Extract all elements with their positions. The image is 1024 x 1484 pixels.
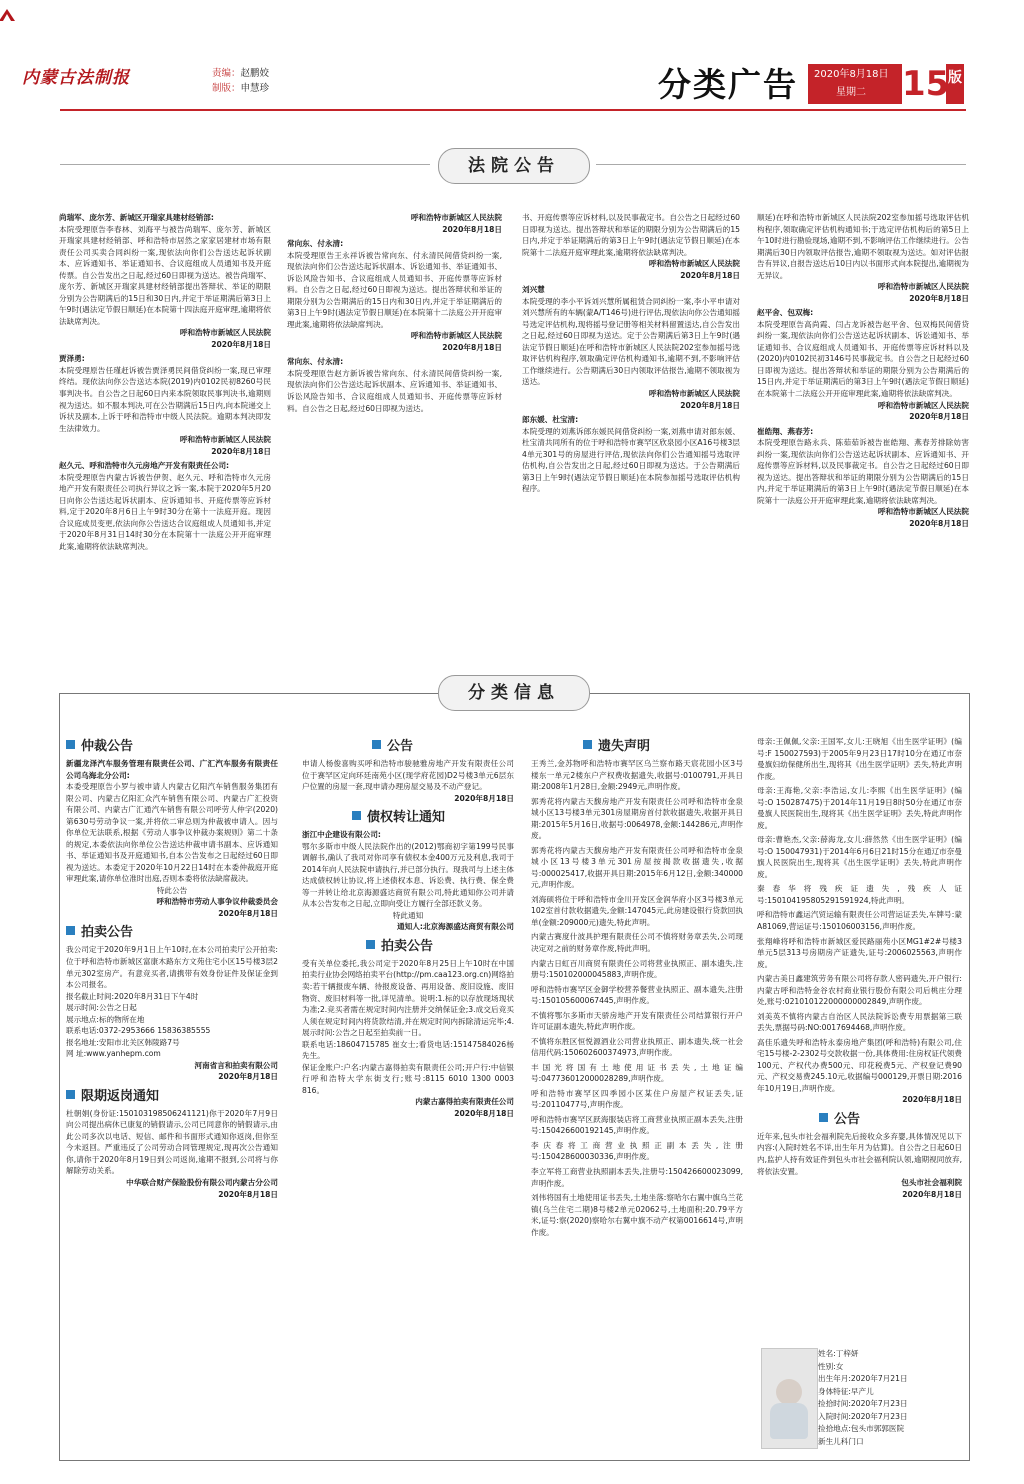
court-notice: 贾泽勇: 本院受理原告任瑾赶诉被告贾泽勇民间借贷纠纷一案,现已审理终结。现依法向你公告送达本院(2019)内0102民初8260号民事判决书。自公告之日起60日内来本院领取民事判决书,逾期则视为送达。如不服本判决,可在公告期满后15日内,向本院递交上诉状及副本,上诉于呼和浩特市中级人民法院。逾期本判决即发生法律效力。 呼和浩特市新城区人民法院 2020年8月18日 [59, 354, 271, 456]
lost-item: 李立军将工商营业执照副本丢失,注册号:150426600023099,声明作废。 [531, 1167, 743, 1188]
lost-item: 李庆春将工商营业执照正副本丢失,注册号:150428600030336,声明作废。 [531, 1140, 743, 1162]
court-notice: 赵平舍、包双梅: 本院受理原告高尚霞、闫占龙诉被告赵平舍、包双梅民间借贷纠纷一案,现依法向你们公告送达起诉状副本、诉讼通知书、举证通知书、合议庭组成人员通知书、开庭传票等应诉材料以及(2020)内0102民初3146号民事裁定书。自公告之日起经过60日即视为送达。提出答辩状和举证的期限分别为公告期满后的15日内,并定于举证期满后的第3日上午9时(遇法定节假日顺延)在本院第十二法庭公开开庭审理此案,逾期将依法缺席判决。 呼和浩特市新城区人民法院 2020年8月18日 [757, 308, 969, 422]
divider [596, 164, 966, 165]
date-box [808, 64, 964, 104]
header-rule [60, 109, 966, 111]
auction-heading-2: 拍卖公告 [302, 936, 514, 958]
court-column-4 [757, 212, 969, 532]
square-bullet-icon [372, 740, 381, 749]
infant-health: 身体特征:早产儿 [818, 1386, 874, 1396]
classified-column-2 [302, 736, 514, 1122]
page-title: 分类广告 [658, 65, 798, 104]
lost-item: 呼和浩特市赛罕区四季园小区某住户房屋产权证丢失,证号:20110477号,声明作废。 [531, 1088, 743, 1110]
court-notice: 顺延)在呼和浩特市新城区人民法院202室参加摇号选取评估机构程序,领取确定评估机构通知书;于选定评估机构后的第5日上午10时进行勘验现场,逾期不到,不影响评估工作继续进行。公告期满后30日内领取评估报告,逾期不领取视为送达。如对评估报告有异议,自报告送达后10日内以书面形式向本院提出,逾期视为无异议。 呼和浩特市新城区人民法院 2020年8月18日 [757, 213, 969, 303]
infant-sex: 性别:女 [818, 1361, 844, 1371]
square-bullet-icon [66, 926, 75, 935]
infant-name: 姓名:丁梓妍 [818, 1349, 859, 1358]
court-notice: 刘兴慧 本院受理的李小平诉刘兴慧所属租赁合同纠纷一案,李小平申请对刘兴慧所有的车辆(蒙A/T146号)进行评估,现依法向你公告通知摇号选定评估机构,现将摇号登记册等相关材料留置送达,自公告发出之日起,经过60日即视为送达。定于公告期满后第3日上午9时(遇法定节假日顺延)在呼和浩特市新城区人民法院202室参加摇号选取评估机构程序,领取确定评估机构通知书,逾期不到,不影响评估工作继续进行。公告期满后30日内领取评估报告,逾期不领取视为送达。 呼和浩特市新城区人民法院 2020年8月18日 [522, 285, 740, 410]
newspaper-logo-icon [0, 8, 16, 22]
lost-item: 丰国光将国有土地使用证书丢失,土地证编号:047736012000028289,声明作废。 [531, 1062, 743, 1084]
return-to-work-notice: 杜朝娟(身份证:150103198506241121)你于2020年7月9日向公司提出病休已康复的销假请示,公司已同意你的销假请示,由此公司多次以电话、短信、邮件和书面形式通知你返岗,但你至今未返回。严重违反了公司劳动合同管理规定,现再次公告通知你,请你于2020年8月19日到公司返岗,逾期不报到,公司将与你解除劳动关系。 中华联合财产保险股份有限公司内蒙古分公司 2020年8月18日 [66, 1108, 278, 1199]
welfare-heading: 公告 [757, 1109, 962, 1131]
infant-body-icon [770, 1403, 808, 1439]
page-header [0, 0, 1024, 115]
court-notice: 郎东媛、杜宝清: 本院受理的刘燕诉郎东媛民间借贷纠纷一案,刘燕申请对郎东媛、杜宝清共同所有的位于呼和浩特市赛罕区欣泉园小区A16号楼3层4单元301号的房屋进行评估,现依法向你们公告通知摇号选取评估机构,自公告发出之日起,经过60日即视为送达。于公告期满后第3日上午9时(遇法定节假日顺延)在本院参加摇号选取评估机构程序。 [522, 415, 740, 494]
infant-pickup-place-2: 新生儿科门口 [818, 1436, 864, 1446]
court-notice-banner: 法院公告 [438, 148, 590, 184]
arbitration-heading: 仲裁公告 [66, 736, 278, 758]
court-notice: 尚瑞军、庞尔芳、新城区开瑞家具建材经销部: 本院受理原告李春林、刘海平与被告尚瑞军、庞尔芳、新城区开瑞家具建材经销部、呼和浩特市居然之家家居建材市场有限责任公司买卖合同纠纷一案,现依法向你们公告送达起诉状副本、应诉通知书、举证通知书、合议庭组成人员通知书及开庭传票。自公告发出之日起,经过60日即视为送达。被告尚瑞军、庞尔芳、新城区开瑞家具建材经销部提出答辩状、举证的期限分别为公告期满后的15日和30日内,并定于举证期满后第3日上午9时(遇法定节假日顺延)在本院第十四法庭开庭审理,逾期将依法缺席判决。 呼和浩特市新城区人民法院 2020年8月18日 [59, 213, 271, 349]
infant-face-icon [776, 1379, 802, 1405]
debt-transfer-heading: 债权转让通知 [302, 807, 514, 829]
page-number: 15 [902, 64, 950, 104]
court-notice: 崔皓翔、燕春芳: 本院受理原告路永兵、陈茹茹诉被告崔皓翔、燕春芳排除妨害纠纷一案,现依法向你们公告送达起诉状副本、应诉通知书、开庭传票等应诉材料,以及民事裁定书。自公告之日起经过60日即视为送达。提出答辩状和举证的期限分别为公告期满后的15日内,并定于举证期满后的第3日上午9时(遇法定节假日顺延)在本院第十一法庭公开开庭审理此案,逾期将依法缺席判决。 呼和浩特市新城区人民法院 2020年8月18日 [757, 426, 969, 528]
issue-weekday: 星期二 [836, 87, 866, 98]
lost-item: 张翔峰将呼和浩特市新城区爱民路丽苑小区MG1#2#号楼3单元5层313号房期房产证遗失,证号:2006025563,声明作废。 [757, 936, 962, 969]
court-notice: 赵久元、呼和浩特市久元房地产开发有限责任公司: 本院受理原告内蒙古诉被告伊贺、赵久元、呼和浩特市久元房地产开发有限责任公司执行异议之诉一案,本院于2020年5月20日向你公告送达起诉状副本、应诉通知书、开庭传票等应诉材料,定于2020年8月6日上午9时30分在第十一法庭开庭。现因合议庭成员变更,依法向你公告送达合议庭组成人员通知书,并定于2020年8月31日14时30分在本院第十一法庭公开开庭审理此案,逾期将依法缺席判决。 [59, 461, 271, 551]
lost-item: 呼和浩特市赛罕区跃海服装店将工商营业执照正副本丢失,注册号:150426600192145,声明作废。 [531, 1114, 743, 1136]
issue-date: 2020年8月18日 [814, 69, 889, 80]
court-column-3 [522, 212, 740, 498]
classified-column-1 [66, 736, 278, 1203]
infant-pickup-place: 捡拾地点:包头市郭郭医院 [818, 1424, 905, 1433]
notice-heading: 公告 [302, 736, 514, 758]
auction-heading: 拍卖公告 [66, 922, 278, 944]
property-notice: 申请人杨俊喜购买呼和浩特市骏驰雅房地产开发有限责任公司位于赛罕区定向环廷南苑小区(现学府花园)D2号楼3单元6层东户位置的房屋一套,现申请办理房屋交易及不动产登记。 2020年8月18日 [302, 759, 514, 803]
lost-item: 高佳乐遗失呼和浩特永泰房地产集团(呼和浩特)有限公司,住宅15号楼-2-2302号交款收据一份,具体费用:住房权证代领费100元、产权代办费500元、印花税费5元、产权登记费90元、产权交易费245.10元,收据编号000129,开票日期:2016年10月19日,声明作废。 2020年8月18日 [757, 1037, 962, 1105]
infant-birth: 出生年月:2020年7月21日 [818, 1374, 908, 1383]
court-notice: 呼和浩特市新城区人民法院 2020年8月18日 [410, 213, 502, 234]
lost-item: 母亲:曹艳杰,父亲:薛海龙,女儿:薛然然《出生医学证明》(编号:O 150047931)于2014年6月6日21时15分在通辽市奈曼旗人民医院出生,现将其《出生医学证明》丢失,特此声明作废。 [757, 835, 962, 879]
page-suffix: 版 [948, 70, 962, 86]
court-column-2 [287, 212, 502, 417]
classified-banner: 分类信息 [438, 675, 590, 711]
lost-item: 刘伟将国有土地使用证书丢失,土地坐落:察哈尔右翼中旗乌兰花镇(乌兰住宅二期)8号楼2单元02062号,土地面积:20.79平方米,证号:察(2020)察哈尔右翼中旗不动产权第0016614号,声明作废。 [531, 1193, 743, 1237]
auction-notice: 我公司定于2020年9月1日上午10时,在本公司拍卖厅公开拍卖:位于呼和浩特市新城区富康木路东方文苑住宅小区15号楼3层2单元302室房产。有意竞买者,请携带有效身份证件及保证金到本公司报名。 报名截止时间:2020年8月31日下午4时 展示时间:公告之日起 展示地点:标的物所在地 联系电话:0372-2953666 15836385555 报名地址:安阳市北关区韩陵路7号 网 址:www.yanhepm.com 河南省言和拍卖有限公司 2020年8月18日 [66, 945, 278, 1082]
editor-name: 赵鹏姣 [240, 68, 270, 79]
lost-item: 不慎将鄂尔多斯市天骄房地产开发有限责任公司结算银行开户许可证副本遗失,特此声明作废。 [531, 1010, 743, 1032]
debt-transfer-notice: 浙江中企建设有限公司: 鄂尔多斯市中级人民法院作出的(2012)鄂商初字第199号民事调解书,确认了我司对你司享有债权本金400万元及利息,我司于2014年向人民法院申请执行,并已部分执行。现我司与上述主体达成债权转让协议,将上述债权本息、诉讼费、执行费、保全费等一并转让给北京海源盛达商贸有限公司,特此通知你公司并请从本公告发布之日起,立即向受让方履行全部还款义务。 特此通知 通知人:北京海源盛达商贸有限公司 [302, 830, 514, 932]
square-bullet-icon [366, 940, 375, 949]
infant-pickup-date: 捡拾时间:2020年7月23日 [818, 1399, 908, 1408]
auction-notice-2: 受有关单位委托,我公司定于2020年8月25日上午10时在中国拍卖行业协会网络拍卖平台(http://pm.caa123.org.cn)网络拍卖:若干辆报废车辆、待报废设备、再用设备、废旧设施、废旧物资、废旧材料等一批,详见清单。说明:1.标的以存放现场现状为准;2.竞买者需在规定时间内注册并交纳保证金;3.成交后竞买人须在规定时间内将货款结清,并在规定时间内拆除清运完毕;4.展示时间:公告之日起至拍卖前一日。 联系电话:18604715785 崔女士;看货电话:15147584026杨先生。 保证金账户:户名:内蒙古嘉得拍卖有限责任公司;开户行:中信银行呼和浩特大学东街支行;账号:8115 6010 1300 0003 816。 内蒙古嘉得拍卖有限责任公司 2020年8月18日 [302, 958, 514, 1118]
classified-column-4 [757, 736, 962, 1203]
infant-admit-date: 入院时间:2020年7月23日 [818, 1411, 908, 1421]
square-bullet-icon [583, 740, 592, 749]
lost-item: 内蒙古美日鑫建筑劳务有限公司将存款人密码遗失,开户银行:内蒙古呼和浩特金谷农村商业银行股份有限公司后桃庄分理处,账号:021010122000000002849,声明作废。 [757, 974, 962, 1007]
lost-item: 呼和浩特市赛罕区金御学校营养餐营业执照正、副本遗失,注册号:150105600067445,声明作废。 [531, 984, 743, 1006]
newspaper-logo: 内蒙古法制报 [22, 68, 130, 88]
court-column-1 [59, 212, 271, 555]
square-bullet-icon [352, 811, 361, 820]
square-bullet-icon [66, 740, 75, 749]
welfare-notice: 近年来,包头市社会福利院先后接收众多弃婴,具体情况见以下内容:(入院时姓名不详,出生年月为估算)。自公告之日起60日内,监护人持有效证件到包头市社会福利院认领,逾期视同放弃,将依法安置。 包头市社会福利院 2020年8月18日 [757, 1131, 962, 1199]
classified-column-3 [531, 736, 743, 1241]
editor-credits: 责编：赵鹏姣 制版：申慧珍 [212, 68, 270, 94]
court-notice: 常向东、付永清: 本院受理原告王永祥诉被告常向东、付永清民间借贷纠纷一案,现依法向你们公告送达起诉状副本、诉讼通知书、举证通知书、诉讼风险告知书、合议庭组成人员通知书、开庭传票等应诉材料。自公告之日起,经过60日即视为送达。提出答辩状和举证的期限分别为公告期满后的15日内和30日内,并定于举证期满后的第3日上午9时(遇法定节假日顺延)在本院第十二法庭公开开庭审理此案,逾期将依法缺席判决。 呼和浩特市新城区人民法院 2020年8月18日 [287, 239, 502, 352]
lost-item: 母亲:王海艳,父亲:李浩运,女儿:李熙《出生医学证明》(编号:O 150287475)于2014年11月19日8时50分在通辽市奈曼旗人民医院出生,现将其《出生医学证明》丢失,特此声明作废。 [757, 786, 962, 830]
lost-item: 呼和浩特市鑫运汽贸运输有限责任公司营运证丢失,车牌号:蒙A81069,营运证号:150106003156,声明作废。 [757, 910, 962, 931]
square-bullet-icon [819, 1113, 828, 1122]
lost-item: 郭秀花将内蒙古天馥房地产开发有限责任公司呼和浩特市金泉城小区13号楼3单元301房屋期房首付款收据遗失,收据开具日期:2015年5月16日,收据号:0064978,金额:144286元,声明作废。 [531, 796, 743, 841]
infant-photo [761, 1348, 818, 1449]
return-to-work-heading: 限期返岗通知 [66, 1086, 278, 1108]
lost-item: 刘美英不慎将内蒙古自治区人民法院诉讼费专用票据第三联丢失,票据号码:NO:0017694468,声明作废。 [757, 1011, 962, 1033]
infant-info [818, 1348, 968, 1448]
square-bullet-icon [66, 1090, 75, 1099]
lost-item: 不慎将东胜区恒悦源酒业公司营业执照正、副本遗失,统一社会信用代码:150602600374973,声明作废。 [531, 1036, 743, 1058]
lost-item: 王秀兰,金苏物呼和浩特市赛罕区乌兰察布路天宸花园小区3号楼东一单元2楼东户产权费收据遗失,收据号:0100791,开具日期:2008年1月28日,金额:2949元,声明作废。 [531, 759, 743, 792]
lost-item: 母亲:王佩佩,父亲:王国军,女儿:王晓旭《出生医学证明》(编号:F 150027593)于2005年9月23日17时10分在通辽市奈曼旗妇幼保健所出生,现将其《出生医学证明》丢失,特此声明作废。 [757, 737, 962, 781]
divider [60, 164, 430, 165]
producer-name: 申慧珍 [240, 83, 270, 94]
lost-item: 内蒙古日虹百川商贸有限责任公司将营业执照正、副本遗失,注册号:150102000045883,声明作废。 [531, 958, 743, 980]
lost-item: 秦春华将残疾证遗失,残疾人证号:150104195805291591924,特此声明。 [757, 884, 962, 905]
arbitration-notice: 新疆龙泽汽车服务管理有限责任公司、广汇汽车服务有限责任公司乌海北分公司: 本委受理原告小罗与被申请人内蒙古亿阳汽车销售服务集团有限公司、内蒙古亿阳汇众汽车销售有限公司、内蒙古广汇投资有限公司、内蒙古广汇通汽车销售有限公司呼劳人仲字(2020)第630号劳动争议一案,并将依二审总则为仲裁被申请人。因与你单位无法联系,根据《劳动人事争议仲裁办案规则》第二十条的规定,本委依法向你单位公告送达仲裁申请书副本、应诉通知书、举证通知书及开庭通知书,自本公告发布之日起经过60日即视为送达。本委定于2020年10月22日14时在本委仲裁庭开庭审理此案,请你单位准时出庭,否则本委将依法缺席裁决。 特此公告 呼和浩特市劳动人事争议仲裁委员会 2020年8月18日 [66, 759, 278, 918]
lost-statement-heading: 遗失声明 [531, 736, 743, 758]
court-notice: 书、开庭传票等应诉材料,以及民事裁定书。自公告之日起经过60日即视为送达。提出答辩状和举证的期限分别为公告期满后的15日内,并定于举证期满后的第3日上午9时(遇法定节假日顺延)在本院第十二法庭开庭审理此案,逾期将依法缺席判决。 呼和浩特市新城区人民法院 2020年8月18日 [522, 213, 740, 280]
court-notice: 常向东、付永清: 本院受理原告赵方新诉被告常向东、付永清民间借贷纠纷一案,现依法向你们公告送达起诉状副本、应诉通知书、举证通知书、诉讼风险告知书、合议庭组成人员通知书、开庭传票等应诉材料。自公告之日起,经过60日即视为送达。 [287, 357, 502, 413]
lost-item: 刘海硕将位于呼和浩特市金川开发区金润华府小区3号楼3单元102室首付款收据遗失,金额:147045元,此房建设银行贷款回执单(金额:209000元)遗失,特此声明。 [531, 894, 743, 927]
lost-item: 内蒙古赛度什波具护理有限责任公司不慎将财务章丢失,公司现决定对之前的财务章作废,特此声明。 [531, 932, 743, 953]
lost-item: 郭秀花将内蒙古天馥房地产开发有限责任公司呼和浩特市金泉城小区13号楼3单元301房屋按揭款收据遗失,收据号:000025417,收据开具日期:2015年6月12日,金额:340000元,声明作废。 [531, 845, 743, 890]
